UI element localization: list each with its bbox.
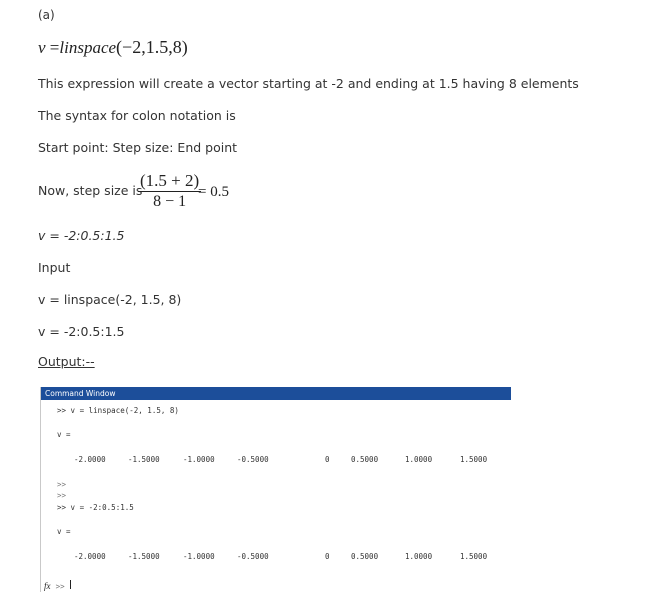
final-prompt: >> [55,582,65,591]
equation-lhs: v [38,38,46,57]
empty-prompt-a: >> [57,480,67,489]
v-label-1: v = [57,430,71,439]
function-browser-icon[interactable]: fx [44,581,51,591]
row2-value: -0.5000 [237,552,269,561]
paragraph-colon-result: v = -2:0.5:1.5 [38,228,125,243]
paragraph-syntax: Start point: Step size: End point [38,140,238,155]
command-line-colon: >> v = -2:0.5:1.5 [57,503,134,512]
fraction-denominator: 8 − 1 [153,193,187,210]
command-window-title: Command Window [41,387,511,400]
v-label-2: v = [57,527,71,536]
paragraph-description: This expression will create a vector starting at -2 and ending at 1.5 having 8 elements [38,76,579,91]
row1-value: 0.5000 [351,455,379,464]
step-size-fraction [138,172,201,212]
row1-value: -2.0000 [74,455,106,464]
row2-value: -1.5000 [128,552,160,561]
paragraph-input-label: Input [38,260,71,275]
command-prompt-line[interactable] [44,574,71,592]
paragraph-syntax-intro: The syntax for colon notation is [38,108,236,123]
equation-func: linspace [59,38,117,57]
row2-value: 1.5000 [460,552,488,561]
row1-value: -1.5000 [128,455,160,464]
fraction-result: = 0.5 [198,184,229,200]
paragraph-input-linspace: v = linspace(-2, 1.5, 8) [38,292,182,307]
row2-value: 1.0000 [405,552,433,561]
command-window [40,387,511,592]
paragraph-input-colon: v = -2:0.5:1.5 [38,324,125,339]
part-label: (a) [38,8,55,22]
output-heading: Output:-- [38,354,95,369]
row1-value: -1.0000 [183,455,215,464]
paragraph-step-size-prefix: Now, step size is [38,183,143,198]
row1-value: 1.5000 [460,455,488,464]
text-cursor [70,580,71,589]
linspace-equation [38,37,188,58]
row1-value: -0.5000 [237,455,269,464]
row2-value: 0.5000 [351,552,379,561]
row1-value: 1.0000 [405,455,433,464]
equation-args: (−2,1.5,8) [116,37,188,57]
row2-value: 0 [325,552,330,561]
row1-value: 0 [325,455,330,464]
fraction-numerator: (1.5 + 2) [140,171,200,190]
row2-value: -1.0000 [183,552,215,561]
command-line-linspace: >> v = linspace(-2, 1.5, 8) [57,406,179,415]
empty-prompt-b: >> [57,491,67,500]
row2-value: -2.0000 [74,552,106,561]
equation-equals: = [49,38,60,57]
